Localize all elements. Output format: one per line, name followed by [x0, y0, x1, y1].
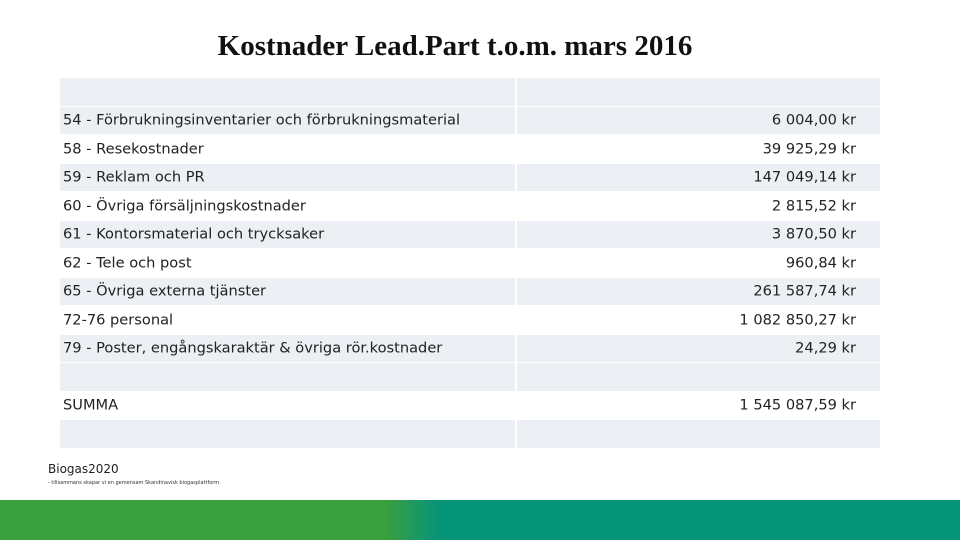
- label-cell: [60, 278, 517, 307]
- cost-amount: 3 870,50 kr: [771, 225, 856, 243]
- cost-amount: 2 815,52 kr: [771, 197, 856, 215]
- cost-label: 72-76 personal: [63, 311, 174, 329]
- amount-cell: [517, 278, 880, 307]
- label-cell: [60, 249, 517, 278]
- cost-amount: 147 049,14 kr: [753, 168, 856, 186]
- label-cell: [60, 135, 517, 164]
- table-row: [60, 135, 880, 164]
- table-row: [60, 306, 880, 335]
- page-title: Kostnader Lead.Part t.o.m. mars 2016: [217, 30, 693, 62]
- label-cell: [60, 392, 517, 421]
- cost-amount: 960,84 kr: [785, 254, 856, 272]
- label-cell: [60, 306, 517, 335]
- cost-amount: 6 004,00 kr: [771, 111, 856, 129]
- total-amount: 1 545 087,59 kr: [739, 396, 856, 414]
- cost-label: 59 - Reklam och PR: [63, 168, 205, 186]
- cost-label: 79 - Poster, engångskaraktär & övriga rör.kostnader: [63, 339, 443, 357]
- table-row: [60, 164, 880, 193]
- amount-cell: [517, 192, 880, 221]
- amount-cell: [517, 335, 880, 364]
- footer-tagline: - tillsammans skapar vi en gemensam Skandinavisk biogasplattform: [48, 480, 220, 486]
- table-row: [60, 192, 880, 221]
- label-cell: [60, 78, 517, 107]
- amount-cell: [517, 164, 880, 193]
- table-row: [60, 107, 880, 136]
- amount-cell: [517, 392, 880, 421]
- label-cell: [60, 107, 517, 136]
- table-row: [60, 278, 880, 307]
- amount-cell: [517, 221, 880, 250]
- footer-brand: Biogas2020: [48, 462, 119, 476]
- cost-amount: 24,29 kr: [795, 339, 856, 357]
- cost-label: 61 - Kontorsmaterial och trycksaker: [63, 225, 325, 243]
- table-row: [60, 78, 880, 107]
- cost-label: 62 - Tele och post: [63, 254, 192, 272]
- cost-label: 58 - Resekostnader: [63, 140, 204, 158]
- cost-amount: 1 082 850,27 kr: [739, 311, 856, 329]
- label-cell: [60, 335, 517, 364]
- table-row-total: [60, 392, 880, 421]
- table-row: [60, 335, 880, 364]
- footer-color-bar: [0, 500, 960, 540]
- amount-cell: [517, 420, 880, 449]
- label-cell: [60, 221, 517, 250]
- amount-cell: [517, 363, 880, 392]
- table-row: [60, 249, 880, 278]
- cost-label: 60 - Övriga försäljningskostnader: [63, 197, 306, 215]
- cost-table: [60, 78, 880, 449]
- cost-amount: 261 587,74 kr: [753, 282, 856, 300]
- cost-amount: 39 925,29 kr: [762, 140, 856, 158]
- cost-label: 65 - Övriga externa tjänster: [63, 282, 267, 300]
- amount-cell: [517, 135, 880, 164]
- table-row: [60, 221, 880, 250]
- label-cell: [60, 192, 517, 221]
- label-cell: [60, 363, 517, 392]
- amount-cell: [517, 306, 880, 335]
- label-cell: [60, 420, 517, 449]
- table-row: [60, 420, 880, 449]
- label-cell: [60, 164, 517, 193]
- amount-cell: [517, 78, 880, 107]
- table-row: [60, 363, 880, 392]
- amount-cell: [517, 107, 880, 136]
- amount-cell: [517, 249, 880, 278]
- total-label: SUMMA: [63, 396, 119, 414]
- cost-label: 54 - Förbrukningsinventarier och förbrukningsmaterial: [63, 111, 461, 129]
